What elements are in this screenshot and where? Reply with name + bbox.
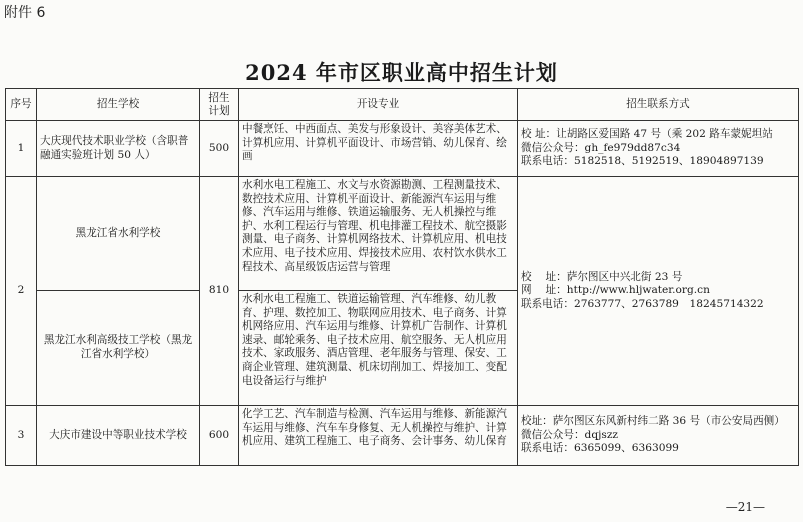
row-school: 黑龙江水利高级技工学校（黑龙江省水利学校）: [37, 291, 200, 406]
enrollment-plan-table: [5, 88, 799, 466]
row-contact: [518, 121, 799, 177]
attachment-label: 附件 6: [4, 5, 46, 21]
row-contact: [518, 406, 799, 466]
row-majors: 中餐烹饪、中西面点、美发与形象设计、美容美体艺术、计算机应用、计算机平面设计、市场营销、幼儿保育、绘画: [239, 121, 518, 177]
header-contact: 招生联系方式: [518, 89, 799, 121]
table-row: [6, 177, 799, 291]
row-quota: 810: [200, 177, 239, 406]
contact-phone: 联系电话：5182518、5192519、18904897139: [521, 155, 764, 168]
contact-address: 校 址：萨尔图区中兴北街 23 号: [521, 270, 683, 283]
header-no: 序号: [6, 89, 37, 121]
row-majors: 水利水电工程施工、水文与水资源勘测、工程测量技术、数控技术应用、计算机平面设计、新能源汽车运用与维修、汽车运用与维修、铁道运输服务、无人机操控与维护、水利工程运行与管理、机电排灌工程技术、航空摄影测量、电子商务、计算机网络技术、计算机应用、机电技术应用、电子技术应用、焊接技术应用、农村饮水供水工程技术、高星级饭店运营与管理: [239, 177, 518, 291]
row-quota: 600: [200, 406, 239, 466]
header-school: 招生学校: [37, 89, 200, 121]
contact-address: 校址：萨尔图区东风新村纬二路 36 号（市公安局西侧）: [521, 415, 785, 428]
page-title: 2024 年市区职业高中招生计划: [245, 60, 558, 85]
row-no: 2: [6, 177, 37, 406]
header-quota-line2: 计划: [208, 104, 230, 117]
row-school: 大庆现代技术职业学校（含职普融通实验班计划 50 人）: [37, 121, 200, 177]
header-quota-line1: 招生: [208, 91, 230, 104]
header-quota: [200, 89, 239, 121]
row-majors: 水利水电工程施工、铁道运输管理、汽车维修、幼儿教育、护理、数控加工、物联网应用技术、电子商务、计算机网络应用、汽车运用与维修、计算机广告制作、计算机速录、邮轮乘务、电子技术应用、航空服务、无人机应用技术、家政服务、酒店管理、老年服务与管理、保安、工商企业管理、建筑测量、机床切削加工、焊接加工、变配电设备运行与维护: [239, 291, 518, 406]
row-majors: 化学工艺、汽车制造与检测、汽车运用与维修、新能源汽车运用与维修、汽车车身修复、无人机操控与维护、计算机应用、建筑工程施工、电子商务、会计事务、幼儿保育: [239, 406, 518, 466]
contact-wechat: 微信公众号：gh_fe979dd87c34: [521, 141, 681, 154]
header-majors: 开设专业: [239, 89, 518, 121]
contact-wechat: 微信公众号：dqjszz: [521, 428, 619, 441]
table-row: [6, 406, 799, 466]
contact-address: 校 址：让胡路区爱国路 47 号（乘 202 路车蒙妮坦站: [521, 128, 773, 141]
contact-phone: 联系电话：6365099、6363099: [521, 442, 679, 455]
row-no: 1: [6, 121, 37, 177]
row-contact: [518, 177, 799, 406]
row-quota: 500: [200, 121, 239, 177]
contact-phone: 联系电话：2763777、2763789 18245714322: [521, 297, 764, 310]
page-number: —21—: [725, 500, 765, 514]
row-school: 黑龙江省水利学校: [37, 177, 200, 291]
contact-website: 网 址：http://www.hljwater.org.cn: [521, 284, 710, 297]
row-school: 大庆市建设中等职业技术学校: [37, 406, 200, 466]
table-row: [6, 121, 799, 177]
table-header-row: [6, 89, 799, 121]
row-no: 3: [6, 406, 37, 466]
